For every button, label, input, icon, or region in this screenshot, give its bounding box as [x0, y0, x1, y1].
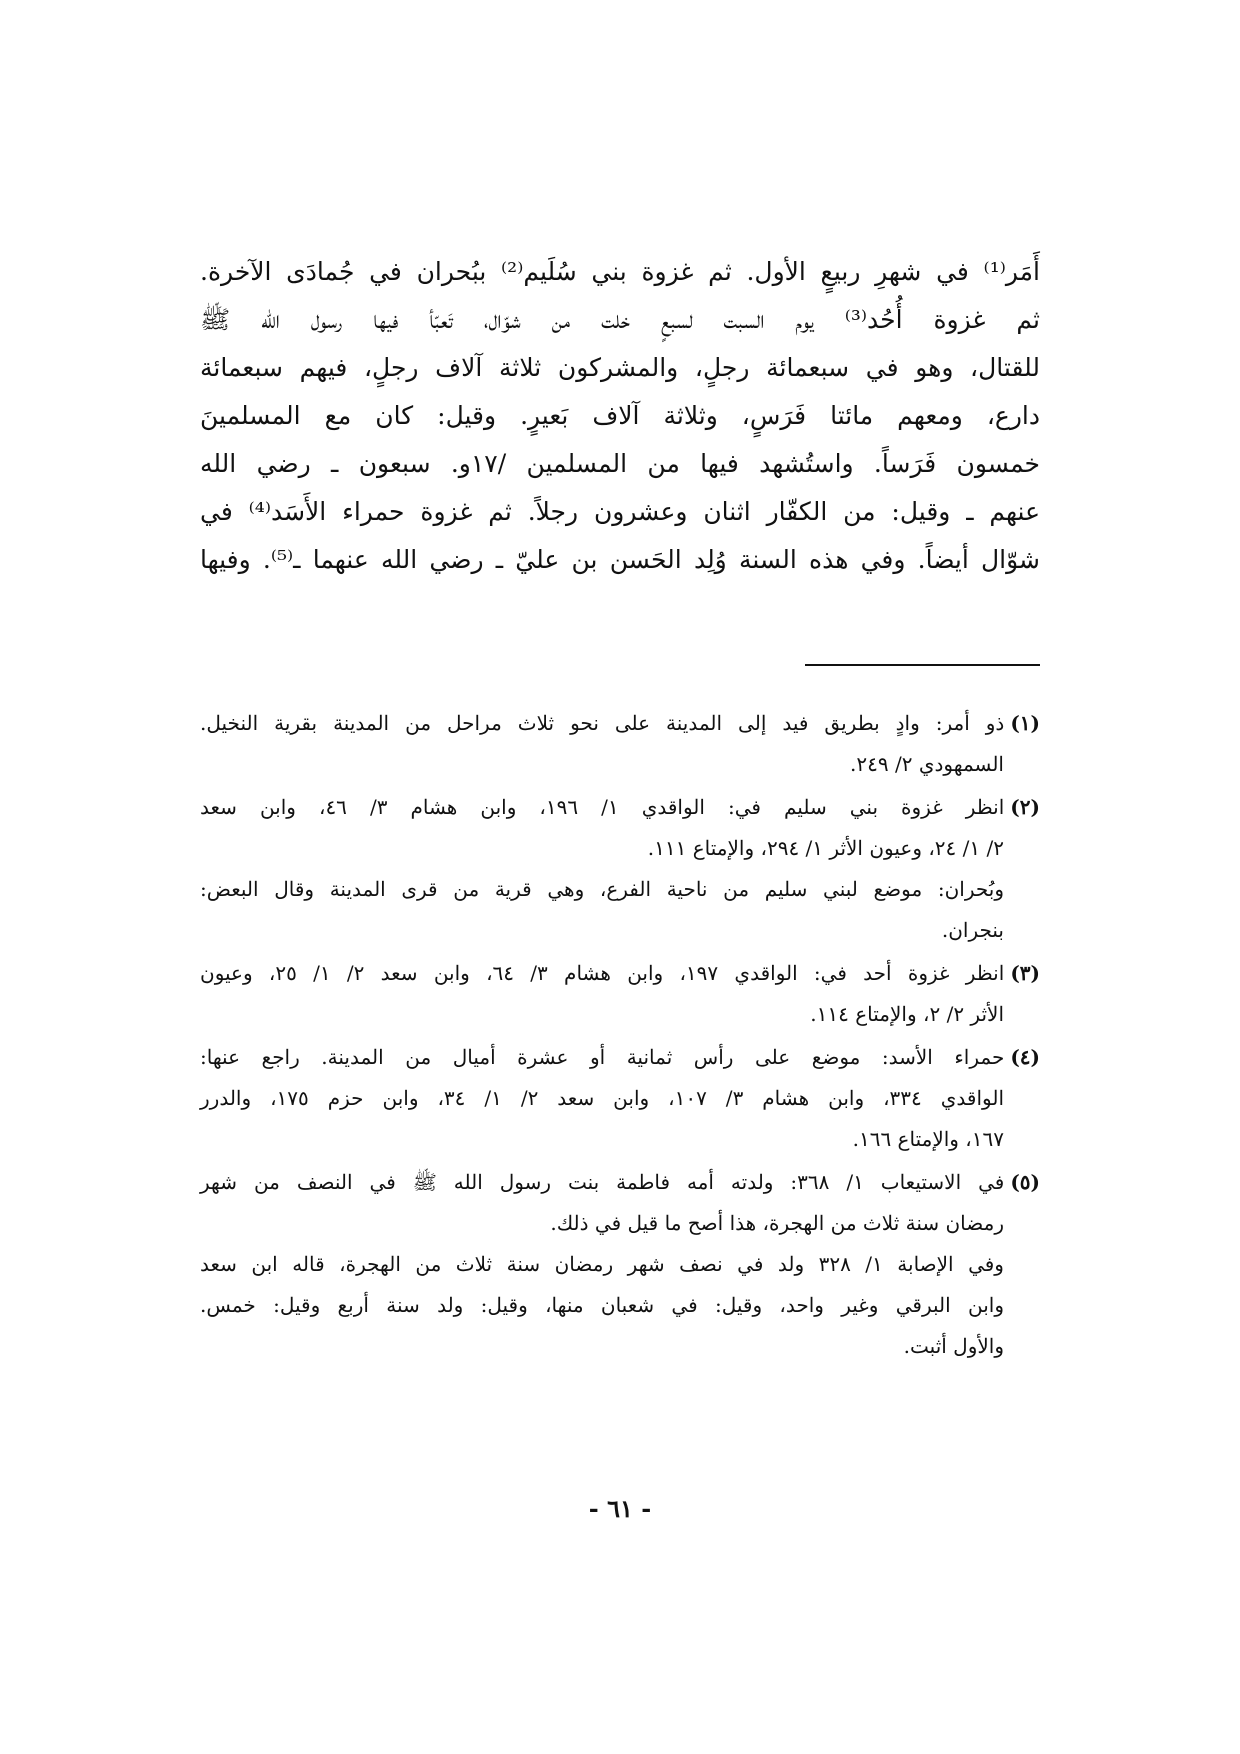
footnote-text: انظر غزوة أحد في: الواقدي ١٩٧، وابن هشام ٣/ ٦٤، وابن سعد ٢/ ١/ ٢٥، وعيون — [200, 961, 1005, 985]
main-text-block — [200, 248, 1040, 584]
main-text-line: أَمَر⁽¹⁾ في شهرِ ربيعٍ الأول. ثم غزوة بني سُلَيم⁽²⁾ ببُحران في جُمادَى الآخرة. — [200, 257, 1040, 286]
footnote-1 — [200, 703, 1040, 785]
footnote-text: في الاستيعاب ١/ ٣٦٨: ولدته أمه فاطمة بنت رسول الله ﷺ في النصف من شهر — [200, 1170, 1005, 1194]
footnote-text: وابن البرقي وغير واحد، وقيل: في شعبان منها، وقيل: ولد سنة أربع وقيل: خمس. — [200, 1293, 1004, 1317]
footnote-text: الأثر ٢/ ٢، والإمتاع ١١٤. — [810, 1002, 1004, 1026]
main-text-line: خمسون فَرَساً. واستُشهد فيها من المسلمين /١٧و. سبعون ـ رضي الله — [200, 449, 1041, 478]
footnote-3 — [200, 953, 1040, 1035]
footnote-text: حمراء الأسد: موضع على رأس ثمانية أو عشرة أميال من المدينة. راجع عنها: — [200, 1045, 1005, 1069]
footnote-text: ٢/ ١/ ٢٤، وعيون الأثر ١/ ٢٩٤، والإمتاع ١١١. — [647, 836, 1004, 860]
main-text-line: للقتال، وهو في سبعمائة رجلٍ، والمشركون ثلاثة آلاف رجلٍ، فيهم سبعمائة — [200, 353, 1040, 382]
footnote-number: (٥) — [1010, 1170, 1040, 1194]
footnote-text: ذو أمر: وادٍ بطريق فيد إلى المدينة على نحو ثلاث مراحل من المدينة بقرية النخيل. — [200, 711, 1005, 735]
footnote-text: الواقدي ٣٣٤، وابن هشام ٣/ ١٠٧، وابن سعد ٢/ ١/ ٣٤، وابن حزم ١٧٥، والدرر — [200, 1086, 1004, 1110]
main-text-line: دارع، ومعهم مائتا فَرَسٍ، وثلاثة آلاف بَعيرٍ. وقيل: كان مع المسلمينَ — [200, 401, 1040, 430]
footnote-text: بنجران. — [941, 918, 1004, 942]
main-text-line: شوّال أيضاً. وفي هذه السنة وُلِد الحَسن بن عليّ ـ رضي الله عنهما ـ⁽⁵⁾. وفيها — [200, 545, 1040, 574]
footnote-number: (٤) — [1010, 1045, 1040, 1069]
main-text-line: عنهم ـ وقيل: من الكفّار اثنان وعشرون رجلاً. ثم غزوة حمراء الأَسَد⁽⁴⁾ في — [200, 497, 1041, 526]
footnote-number: (١) — [1010, 711, 1040, 735]
footnote-text: ١٦٧، والإمتاع ١٦٦. — [852, 1127, 1004, 1151]
footnote-2 — [200, 787, 1040, 951]
footnote-number: (٢) — [1010, 795, 1040, 819]
footnote-divider — [805, 664, 1040, 666]
footnotes-block — [200, 703, 1040, 1369]
footnote-text: وبُحران: موضع لبني سليم من ناحية الفرع، وهي قرية من قرى المدينة وقال البعض: — [200, 877, 1004, 901]
page-number: - ٦١ - — [588, 1494, 652, 1523]
footnote-text: وفي الإصابة ١/ ٣٢٨ ولد في نصف شهر رمضان سنة ثلاث من الهجرة، قاله ابن سعد — [200, 1252, 1004, 1276]
footnote-text: رمضان سنة ثلاث من الهجرة، هذا أصح ما قيل في ذلك. — [550, 1211, 1004, 1235]
footnote-number: (٣) — [1010, 961, 1040, 985]
footnote-4 — [200, 1037, 1040, 1160]
footnote-text: السمهودي ٢/ ٢٤٩. — [850, 752, 1004, 776]
footnote-text: انظر غزوة بني سليم في: الواقدي ١/ ١٩٦، وابن هشام ٣/ ٤٦، وابن سعد — [200, 795, 1005, 819]
footnote-5 — [200, 1162, 1040, 1367]
footnote-text: والأول أثبت. — [903, 1334, 1004, 1358]
main-text-line: ثم غزوة أُحُد⁽³⁾ يوم السبت لسبعٍ خلت من شوّال، تَعبّأ فيها رسول الله ﷺ — [200, 305, 1040, 334]
